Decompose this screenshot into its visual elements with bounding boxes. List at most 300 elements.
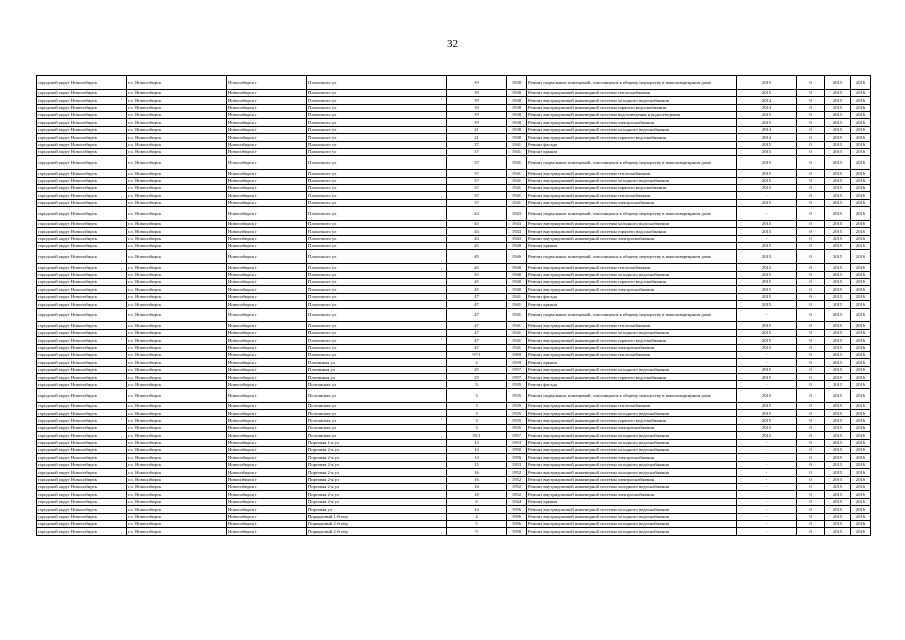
work-type-cell: Ремонт внутридомовой инженерной системы электроснабжения [527,199,737,206]
table-row [37,104,871,111]
cost-cell: 0 [797,491,825,498]
street-cell: Плахотного ул [307,329,447,336]
end-year-cell: 2016 [851,506,871,513]
year-cell: 1941 [507,177,527,184]
street-cell: Плахотного ул [307,235,447,242]
end-year-cell: 2016 [851,228,871,235]
municipality-cell: городской округ Новосибирск [37,199,127,206]
planned-year-cell: 2015 [737,76,797,90]
planned-year-cell: 2015 [737,366,797,373]
end-year-cell: 2016 [851,308,871,322]
planned-year-cell: - [737,476,797,483]
district-cell: г.о. Новосибирск [127,322,227,329]
work-type-cell: Ремонт крыши [527,301,737,308]
street-cell: Плахотного ул [307,228,447,235]
start-year-cell: 2015 [825,447,851,454]
year-cell: 1943 [507,220,527,227]
city-cell: Новосибирск г [227,388,307,402]
city-cell: Новосибирск г [227,301,307,308]
work-type-cell: Ремонт фасада [527,293,737,300]
district-cell: г.о. Новосибирск [127,469,227,476]
start-year-cell: 2015 [825,177,851,184]
house-cell: 19 [447,97,507,104]
planned-year-cell: 2015 [737,199,797,206]
cost-cell: 0 [797,461,825,468]
house-cell: 21 [447,134,507,141]
end-year-cell: 2016 [851,301,871,308]
street-cell: Плахотного ул [307,279,447,286]
cost-cell: 0 [797,528,825,535]
start-year-cell: 2015 [825,308,851,322]
work-type-cell: Ремонт внутридомовой инженерной системы холодного водоснабжения [527,97,737,104]
cost-cell: 0 [797,506,825,513]
table-row [37,424,871,431]
work-type-cell: Ремонт подвальных помещений, относящихся к общему имуществу в многоквартирном доме [527,156,737,170]
cost-cell: 0 [797,469,825,476]
start-year-cell: 2015 [825,498,851,505]
work-type-cell: Ремонт внутридомовой инженерной системы электроснабжения [527,491,737,498]
city-cell: Новосибирск г [227,417,307,424]
start-year-cell: 2015 [825,192,851,199]
municipality-cell: городской округ Новосибирск [37,520,127,527]
house-cell: 18 [447,491,507,498]
planned-year-cell: - [737,439,797,446]
start-year-cell: 2015 [825,170,851,177]
table-row [37,491,871,498]
cost-cell: 0 [797,498,825,505]
house-cell: 45 [447,264,507,271]
district-cell: г.о. Новосибирск [127,243,227,250]
table-row [37,170,871,177]
start-year-cell: 2015 [825,148,851,155]
planned-year-cell: 2015 [737,250,797,264]
start-year-cell: 2015 [825,301,851,308]
year-cell: 1935 [507,381,527,388]
city-cell: Новосибирск г [227,119,307,126]
city-cell: Новосибирск г [227,141,307,148]
year-cell: 1940 [507,250,527,264]
table-row [37,286,871,293]
planned-year-cell: 2015 [737,111,797,118]
table-row [37,220,871,227]
start-year-cell: 2015 [825,351,851,358]
work-type-cell: Ремонт внутридомовой инженерной системы холодного водоснабжения [527,220,737,227]
street-cell: Полтавская ул [307,381,447,388]
municipality-cell: городской округ Новосибирск [37,308,127,322]
district-cell: г.о. Новосибирск [127,439,227,446]
cost-cell: 0 [797,402,825,409]
planned-year-cell: 2015 [737,410,797,417]
cost-cell: 0 [797,148,825,155]
house-cell: 19 [447,76,507,90]
start-year-cell: 2015 [825,243,851,250]
planned-year-cell: 2015 [737,119,797,126]
cost-cell: 0 [797,344,825,351]
city-cell: Новосибирск г [227,483,307,490]
city-cell: Новосибирск г [227,286,307,293]
street-cell: Плахотного ул [307,264,447,271]
year-cell: 1940 [507,264,527,271]
cost-cell: 0 [797,126,825,133]
end-year-cell: 2016 [851,424,871,431]
house-cell: 45 [447,243,507,250]
end-year-cell: 2016 [851,491,871,498]
end-year-cell: 2016 [851,293,871,300]
table-row [37,192,871,199]
planned-year-cell: 2015 [737,417,797,424]
city-cell: Новосибирск г [227,97,307,104]
municipality-cell: городской округ Новосибирск [37,184,127,191]
end-year-cell: 2016 [851,126,871,133]
planned-year-cell: - [737,192,797,199]
municipality-cell: городской округ Новосибирск [37,410,127,417]
end-year-cell: 2016 [851,235,871,242]
street-cell: Плахотного ул [307,97,447,104]
start-year-cell: 2015 [825,156,851,170]
work-type-cell: Ремонт внутридомовой инженерной системы горячего водоснабжения [527,337,737,344]
end-year-cell: 2016 [851,454,871,461]
municipality-cell: городской округ Новосибирск [37,243,127,250]
municipality-cell: городской округ Новосибирск [37,156,127,170]
district-cell: г.о. Новосибирск [127,126,227,133]
planned-year-cell: 2015 [737,301,797,308]
cost-cell: 0 [797,388,825,402]
municipality-cell: городской округ Новосибирск [37,366,127,373]
street-cell: Портовая 2-я ул [307,454,447,461]
city-cell: Новосибирск г [227,184,307,191]
start-year-cell: 2015 [825,337,851,344]
municipality-cell: городской округ Новосибирск [37,513,127,520]
district-cell: г.о. Новосибирск [127,454,227,461]
municipality-cell: городской округ Новосибирск [37,447,127,454]
planned-year-cell: - [737,207,797,221]
city-cell: Новосибирск г [227,402,307,409]
end-year-cell: 2016 [851,461,871,468]
year-cell: 1941 [507,184,527,191]
start-year-cell: 2015 [825,207,851,221]
year-cell: 1941 [507,344,527,351]
city-cell: Новосибирск г [227,381,307,388]
year-cell: 1944 [507,498,527,505]
start-year-cell: 2015 [825,134,851,141]
district-cell: г.о. Новосибирск [127,491,227,498]
planned-year-cell: 2015 [737,432,797,439]
cost-cell: 0 [797,286,825,293]
end-year-cell: 2016 [851,199,871,206]
work-type-cell: Ремонт внутридомовой инженерной системы холодного водоснабжения [527,447,737,454]
district-cell: г.о. Новосибирск [127,111,227,118]
work-type-cell: Ремонт внутридомовой инженерной системы горячего водоснабжения [527,279,737,286]
cost-cell: 0 [797,301,825,308]
city-cell: Новосибирск г [227,366,307,373]
end-year-cell: 2016 [851,337,871,344]
house-cell: 37 [447,148,507,155]
year-cell: 1956 [507,506,527,513]
street-cell: Плахотного ул [307,177,447,184]
municipality-cell: городской округ Новосибирск [37,374,127,381]
cost-cell: 0 [797,134,825,141]
year-cell: 1938 [507,134,527,141]
planned-year-cell: 2015 [737,293,797,300]
street-cell: Плахотного ул [307,351,447,358]
house-cell: 9 [447,528,507,535]
end-year-cell: 2016 [851,104,871,111]
city-cell: Новосибирск г [227,410,307,417]
planned-year-cell: 2014 [737,126,797,133]
cost-cell: 0 [797,264,825,271]
start-year-cell: 2015 [825,104,851,111]
year-cell: 1953 [507,461,527,468]
table-row [37,374,871,381]
municipality-cell: городской округ Новосибирск [37,498,127,505]
work-type-cell: Ремонт внутридомовой инженерной системы холодного водоснабжения [527,520,737,527]
planned-year-cell: 2014 [737,134,797,141]
cost-cell: 0 [797,513,825,520]
end-year-cell: 2016 [851,264,871,271]
table-body [37,76,871,536]
end-year-cell: 2016 [851,322,871,329]
table-row [37,264,871,271]
work-type-cell: Ремонт внутридомовой инженерной системы холодного водоснабжения [527,410,737,417]
house-cell: 5 [447,520,507,527]
municipality-cell: городской округ Новосибирск [37,417,127,424]
year-cell: 1943 [507,235,527,242]
start-year-cell: 2015 [825,491,851,498]
street-cell: Портовая ул [307,506,447,513]
city-cell: Новосибирск г [227,337,307,344]
house-cell: 3 [447,381,507,388]
house-cell: 19 [447,89,507,96]
municipality-cell: городской округ Новосибирск [37,461,127,468]
street-cell: Плахотного ул [307,199,447,206]
house-cell: 3 [447,424,507,431]
end-year-cell: 2016 [851,410,871,417]
city-cell: Новосибирск г [227,126,307,133]
table-row [37,89,871,96]
start-year-cell: 2015 [825,199,851,206]
table-row [37,417,871,424]
municipality-cell: городской округ Новосибирск [37,141,127,148]
year-cell: 1952 [507,491,527,498]
district-cell: г.о. Новосибирск [127,89,227,96]
house-cell: 37 [447,184,507,191]
page-number: 32 [447,38,458,50]
municipality-cell: городской округ Новосибирск [37,432,127,439]
district-cell: г.о. Новосибирск [127,235,227,242]
city-cell: Новосибирск г [227,528,307,535]
start-year-cell: 2015 [825,388,851,402]
street-cell: Порядковый 1-й пер [307,513,447,520]
district-cell: г.о. Новосибирск [127,76,227,90]
district-cell: г.о. Новосибирск [127,402,227,409]
municipality-cell: городской округ Новосибирск [37,402,127,409]
work-type-cell: Ремонт подвальных помещений, относящихся к общему имуществу в многоквартирном доме [527,76,737,90]
work-type-cell: Ремонт подвальных помещений, относящихся к общему имуществу в многоквартирном доме [527,207,737,221]
city-cell: Новосибирск г [227,199,307,206]
city-cell: Новосибирск г [227,235,307,242]
start-year-cell: 2015 [825,228,851,235]
city-cell: Новосибирск г [227,271,307,278]
street-cell: Плахотного ул [307,286,447,293]
table-row [37,469,871,476]
district-cell: г.о. Новосибирск [127,97,227,104]
municipality-cell: городской округ Новосибирск [37,134,127,141]
street-cell: Плахотного ул [307,141,447,148]
work-type-cell: Ремонт внутридомовой инженерной системы горячего водоснабжения [527,104,737,111]
house-cell: 6 [447,498,507,505]
planned-year-cell: 2015 [737,264,797,271]
house-cell: 47 [447,308,507,322]
street-cell: Портовая 2-я ул [307,469,447,476]
district-cell: г.о. Новосибирск [127,351,227,358]
end-year-cell: 2016 [851,89,871,96]
street-cell: Плахотного ул [307,184,447,191]
year-cell: 1941 [507,156,527,170]
end-year-cell: 2016 [851,366,871,373]
street-cell: Плахотного ул [307,308,447,322]
cost-cell: 0 [797,381,825,388]
planned-year-cell: 2015 [737,228,797,235]
planned-year-cell: 2015 [737,220,797,227]
municipality-cell: городской округ Новосибирск [37,293,127,300]
planned-year-cell: 2015 [737,89,797,96]
street-cell: Плотинная ул [307,359,447,366]
planned-year-cell: - [737,483,797,490]
city-cell: Новосибирск г [227,220,307,227]
house-cell: 21 [447,126,507,133]
district-cell: г.о. Новосибирск [127,207,227,221]
table-row [37,381,871,388]
work-type-cell: Ремонт фасада [527,141,737,148]
planned-year-cell: - [737,461,797,468]
work-type-cell: Ремонт подвальных помещений, относящихся к общему имуществу в многоквартирном доме [527,250,737,264]
year-cell: 1941 [507,308,527,322]
district-cell: г.о. Новосибирск [127,271,227,278]
house-cell: 3 [447,410,507,417]
municipality-cell: городской округ Новосибирск [37,170,127,177]
district-cell: г.о. Новосибирск [127,424,227,431]
municipality-cell: городской округ Новосибирск [37,235,127,242]
end-year-cell: 2016 [851,381,871,388]
street-cell: Полтавская ул [307,388,447,402]
year-cell: 1957 [507,374,527,381]
start-year-cell: 2015 [825,483,851,490]
municipality-cell: городской округ Новосибирск [37,351,127,358]
end-year-cell: 2016 [851,207,871,221]
city-cell: Новосибирск г [227,432,307,439]
work-type-cell: Ремонт внутридомовой инженерной системы холодного водоснабжения [527,329,737,336]
end-year-cell: 2016 [851,271,871,278]
house-cell: 47 [447,322,507,329]
municipality-cell: городской округ Новосибирск [37,148,127,155]
city-cell: Новосибирск г [227,76,307,90]
start-year-cell: 2015 [825,359,851,366]
district-cell: г.о. Новосибирск [127,141,227,148]
start-year-cell: 2015 [825,220,851,227]
cost-cell: 0 [797,279,825,286]
work-type-cell: Ремонт внутридомовой инженерной системы теплоснабжения [527,170,737,177]
cost-cell: 0 [797,483,825,490]
table-row [37,235,871,242]
district-cell: г.о. Новосибирск [127,192,227,199]
house-cell: 43 [447,228,507,235]
planned-year-cell: 2015 [737,337,797,344]
start-year-cell: 2015 [825,424,851,431]
table-row [37,119,871,126]
house-cell: 97/1 [447,351,507,358]
street-cell: Плахотного ул [307,243,447,250]
municipality-cell: городской округ Новосибирск [37,126,127,133]
end-year-cell: 2016 [851,498,871,505]
cost-cell: 0 [797,170,825,177]
table-row [37,308,871,322]
planned-year-cell: 2015 [737,156,797,170]
table-row [37,207,871,221]
municipality-cell: городской округ Новосибирск [37,322,127,329]
municipality-cell: городской округ Новосибирск [37,329,127,336]
cost-cell: 0 [797,476,825,483]
cost-cell: 0 [797,447,825,454]
street-cell: Полтавская ул [307,402,447,409]
house-cell: 45 [447,286,507,293]
municipality-cell: городской округ Новосибирск [37,104,127,111]
planned-year-cell: 2015 [737,271,797,278]
end-year-cell: 2016 [851,359,871,366]
municipality-cell: городской округ Новосибирск [37,424,127,431]
cost-cell: 0 [797,156,825,170]
street-cell: Порядковый 2-й пер [307,528,447,535]
house-cell: 14 [447,506,507,513]
table-row [37,520,871,527]
cost-cell: 0 [797,184,825,191]
municipality-cell: городской округ Новосибирск [37,483,127,490]
table-row [37,243,871,250]
house-cell: 37 [447,170,507,177]
work-type-cell: Ремонт внутридомовой инженерной системы холодного водоснабжения [527,439,737,446]
cost-cell: 0 [797,359,825,366]
year-cell: 1941 [507,322,527,329]
year-cell: 1941 [507,141,527,148]
end-year-cell: 2016 [851,286,871,293]
end-year-cell: 2016 [851,351,871,358]
year-cell: 1935 [507,424,527,431]
municipality-cell: городской округ Новосибирск [37,220,127,227]
cost-cell: 0 [797,76,825,90]
street-cell: Плахотного ул [307,76,447,90]
work-type-cell: Ремонт внутридомовой инженерной системы теплоснабжения [527,264,737,271]
table-row [37,301,871,308]
district-cell: г.о. Новосибирск [127,134,227,141]
work-type-cell: Ремонт внутридомовой инженерной системы холодного водоснабжения [527,469,737,476]
city-cell: Новосибирск г [227,461,307,468]
municipality-cell: городской округ Новосибирск [37,111,127,118]
cost-cell: 0 [797,97,825,104]
street-cell: Плотинная ул [307,366,447,373]
work-type-cell: Ремонт внутридомовой инженерной системы холодного водоснабжения [527,483,737,490]
house-cell: 3 [447,388,507,402]
end-year-cell: 2016 [851,402,871,409]
table-row [37,156,871,170]
table-row [37,439,871,446]
end-year-cell: 2016 [851,520,871,527]
year-cell: 1941 [507,192,527,199]
year-cell: 1957 [507,366,527,373]
district-cell: г.о. Новосибирск [127,483,227,490]
cost-cell: 0 [797,235,825,242]
district-cell: г.о. Новосибирск [127,359,227,366]
planned-year-cell: 2015 [737,279,797,286]
year-cell: 1941 [507,337,527,344]
